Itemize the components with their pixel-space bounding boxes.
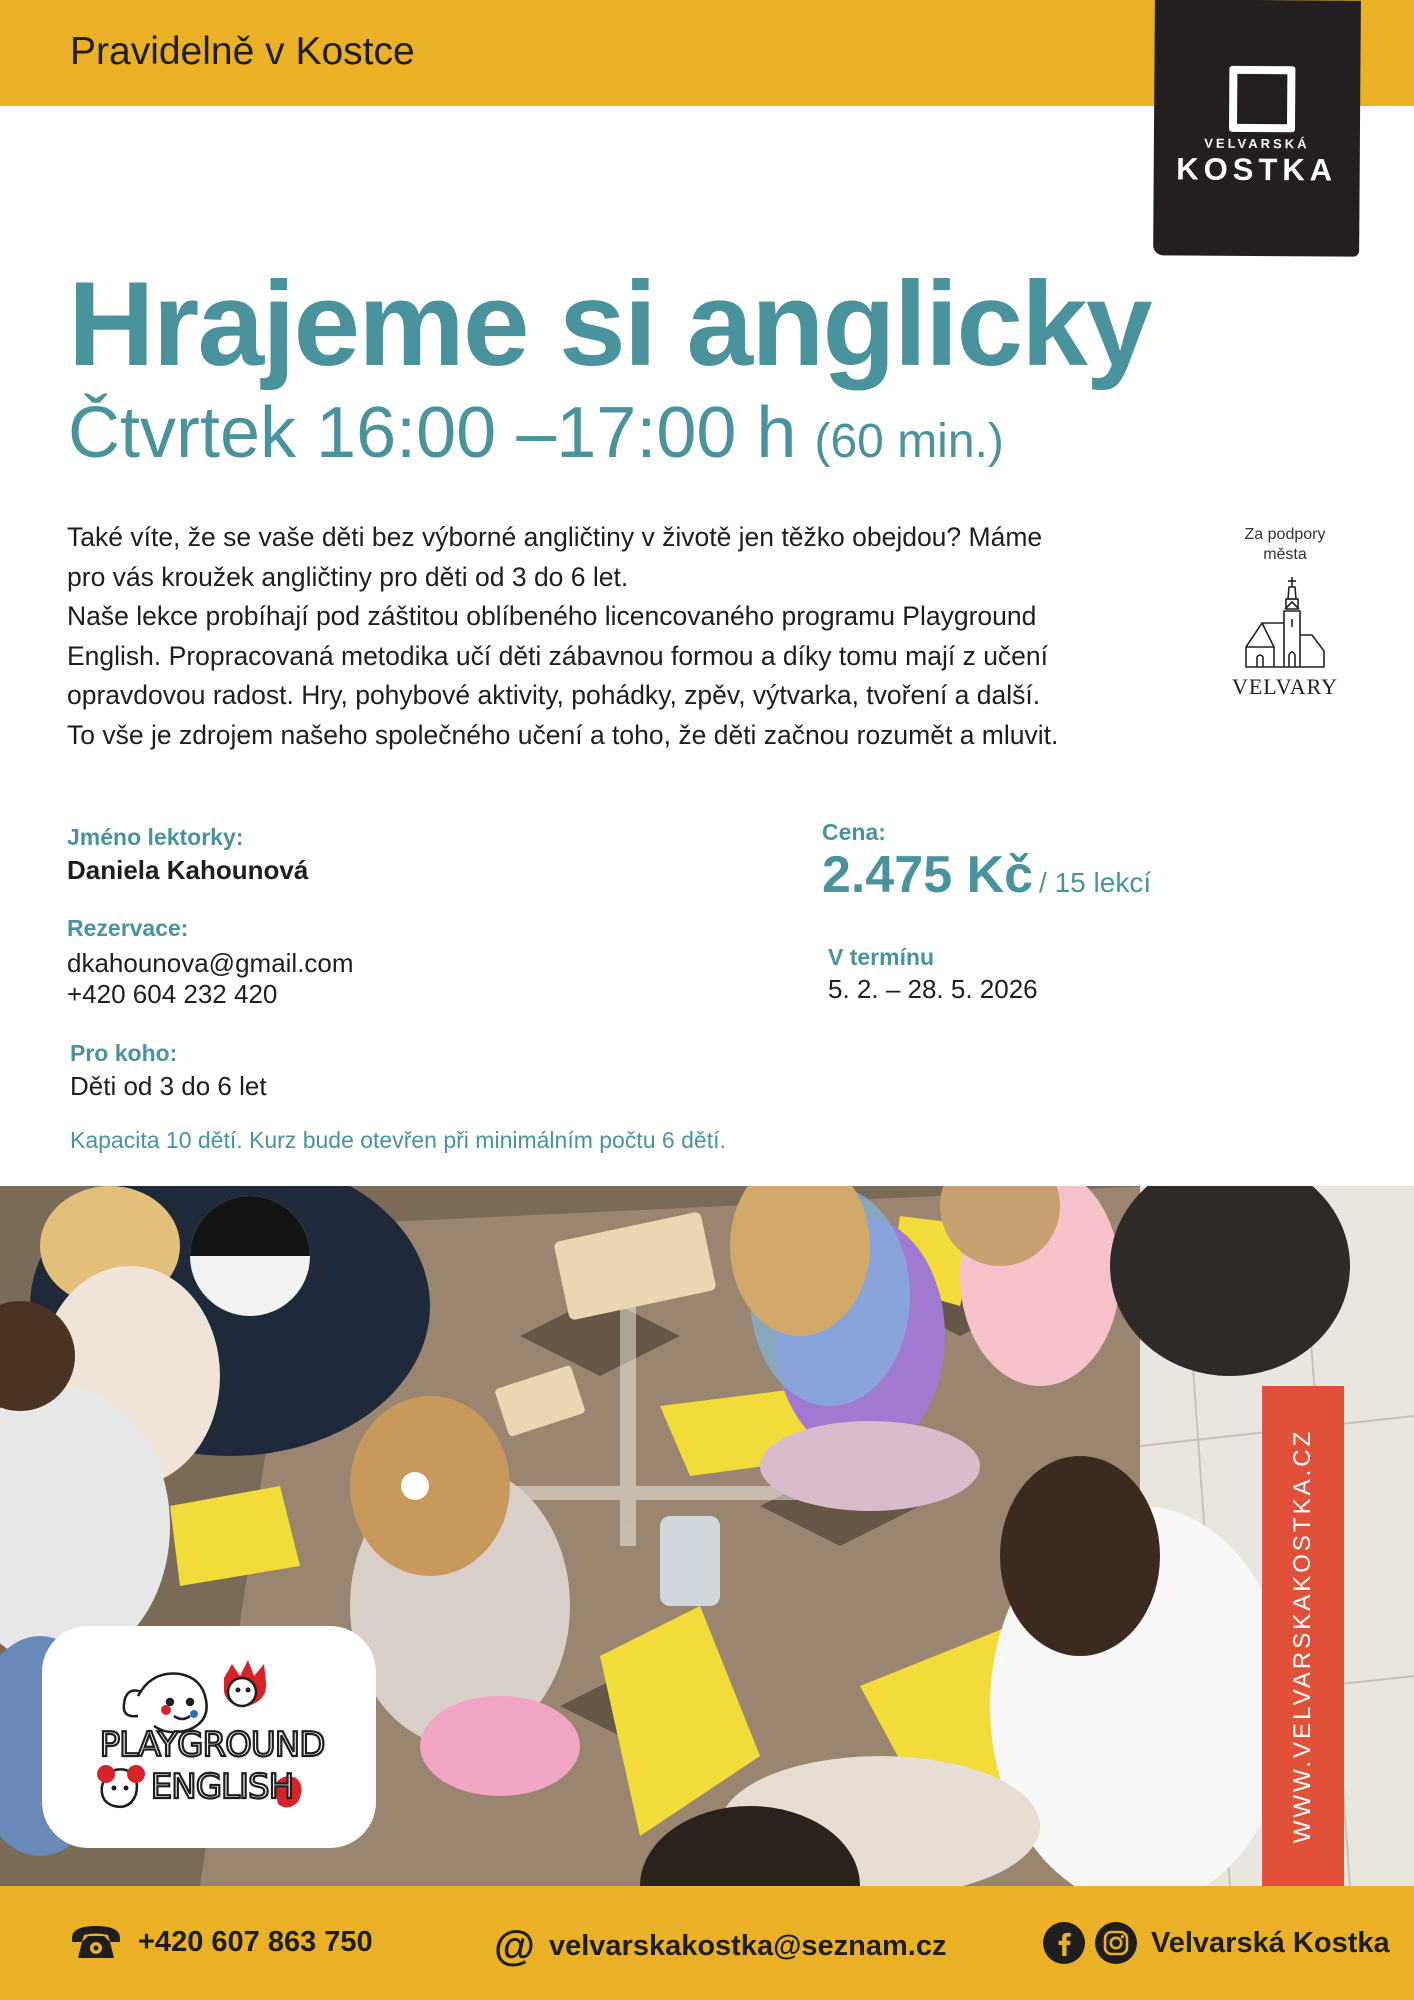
footer-phone-text: +420 607 863 750 xyxy=(138,1925,373,1958)
lecturer-label: Jméno lektorky: xyxy=(67,824,244,850)
description-line: opravdovou radost. Hry, pohybové aktivity, pohádky, zpěv, výtvarka, tvoření a další. xyxy=(67,680,1041,710)
audience-value: Děti od 3 do 6 let xyxy=(70,1071,267,1101)
footer-social-text: Velvarská Kostka xyxy=(1151,1926,1390,1959)
audience-label: Pro koho: xyxy=(70,1040,178,1066)
playground-english-logo xyxy=(42,1626,376,1848)
city-support xyxy=(1220,525,1350,700)
footer-phone[interactable] xyxy=(68,1922,373,1962)
at-icon: @ xyxy=(494,1922,535,1969)
church-icon xyxy=(1240,575,1330,670)
page-title: Hrajeme si anglicky xyxy=(68,257,1151,391)
footer-social[interactable] xyxy=(1043,1922,1390,1964)
reservation-email: dkahounova@gmail.com xyxy=(67,948,354,978)
description-line: pro vás kroužek angličtiny pro děti od 3 do 6 let. xyxy=(67,561,629,592)
partner-logo-line1: PLAYGROUND xyxy=(99,1725,325,1765)
logo-line2: KOSTKA xyxy=(1176,151,1338,188)
reservation-label: Rezervace: xyxy=(67,915,189,941)
partner-logo-line2: ENGLISH xyxy=(150,1767,294,1807)
price-value: 2.475 Kč xyxy=(822,846,1034,904)
phone-icon xyxy=(68,1922,124,1962)
facebook-icon[interactable] xyxy=(1043,1922,1085,1964)
support-label-line1: Za podpory xyxy=(1244,526,1326,543)
playground-english-badge xyxy=(42,1626,376,1848)
price xyxy=(822,845,1151,905)
logo-line1: VELVARSKÁ xyxy=(1204,135,1310,152)
price-label: Cena: xyxy=(822,819,886,845)
description-line: Také víte, že se vaše děti bez výborné angličtiny v životě jen těžko obejdou? Máme xyxy=(67,522,1043,552)
logo-square-icon xyxy=(1229,66,1295,132)
footer xyxy=(0,1886,1414,2000)
schedule xyxy=(68,392,1004,474)
description-line: Naše lekce probíhají pod záštitou oblíbeného licencovaného programu Playground xyxy=(67,601,1037,631)
schedule-time: Čtvrtek 16:00 –17:00 h xyxy=(68,393,797,473)
description xyxy=(67,518,1107,755)
support-city: VELVARY xyxy=(1231,674,1339,699)
website-strip xyxy=(1262,1386,1344,1886)
lecturer-name: Daniela Kahounová xyxy=(67,855,309,885)
velvarska-kostka-logo xyxy=(1153,0,1361,257)
website-url[interactable]: WWW.VELVARSKAKOSTKA.CZ xyxy=(1289,1428,1316,1844)
reservation-phone: +420 604 232 420 xyxy=(67,979,278,1009)
instagram-icon[interactable] xyxy=(1095,1922,1137,1964)
footer-email[interactable] xyxy=(494,1922,946,1970)
support-label-line2: města xyxy=(1263,546,1307,563)
schedule-duration: (60 min.) xyxy=(814,415,1004,468)
description-line: English. Propracovaná metodika učí děti zábavnou formou a díky tomu mají z učení xyxy=(67,640,1049,671)
footer-email-text: velvarskakostka@seznam.cz xyxy=(548,1929,947,1962)
description-line: To vše je zdrojem našeho společného učení a toho, že děti začnou rozumět a mluvit. xyxy=(67,719,1059,750)
term-value: 5. 2. – 28. 5. 2026 xyxy=(828,974,1038,1004)
series-label: Pravidelně v Kostce xyxy=(70,30,415,73)
price-unit: / 15 lekcí xyxy=(1039,867,1152,898)
term-label: V termínu xyxy=(828,944,935,970)
capacity-note: Kapacita 10 dětí. Kurz bude otevřen při minimálním počtu 6 dětí. xyxy=(70,1127,726,1153)
